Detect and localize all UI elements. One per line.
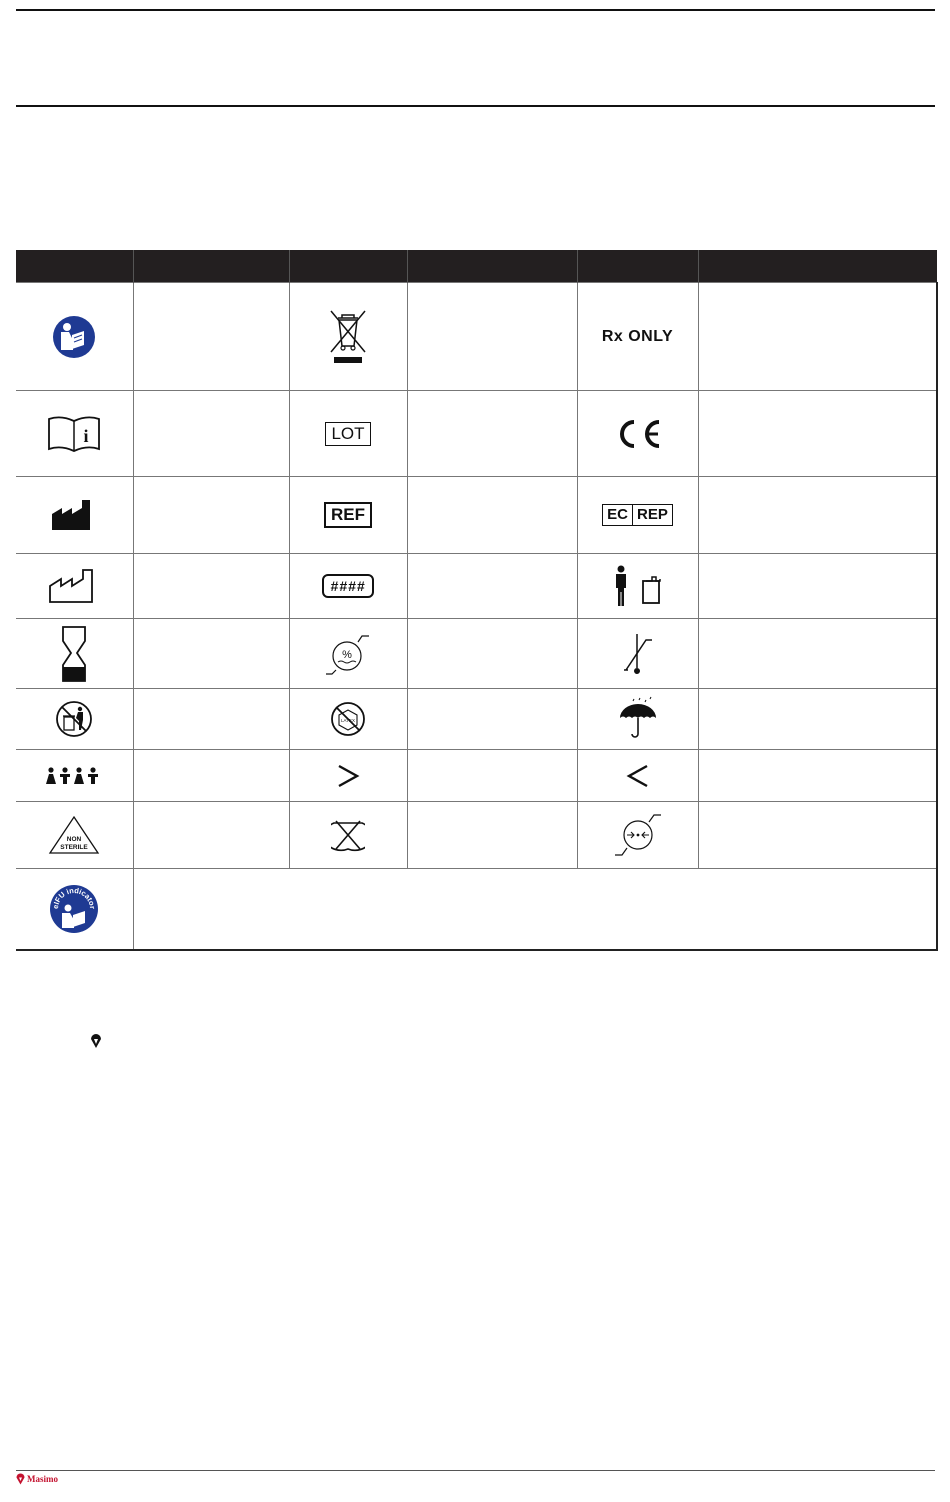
top-rule bbox=[16, 9, 935, 11]
description-cell bbox=[133, 750, 289, 802]
symbol-cell bbox=[16, 750, 133, 802]
symbol-cell bbox=[16, 391, 133, 477]
header-cell bbox=[407, 250, 577, 283]
non-sterile-icon bbox=[48, 815, 100, 855]
description-cell bbox=[407, 802, 577, 869]
description-cell-wide bbox=[133, 869, 937, 950]
header-rule bbox=[16, 105, 935, 107]
table-row bbox=[16, 283, 937, 391]
description-cell bbox=[698, 689, 937, 750]
description-cell bbox=[133, 283, 289, 391]
description-cell bbox=[407, 391, 577, 477]
symbol-cell bbox=[16, 283, 133, 391]
efu-indicator-label: eIFU indicator bbox=[51, 885, 98, 910]
masimo-logo-icon bbox=[16, 1473, 25, 1485]
symbol-cell bbox=[577, 283, 698, 391]
sterile-label: STERILE bbox=[60, 844, 88, 851]
description-cell bbox=[698, 802, 937, 869]
description-cell bbox=[698, 554, 937, 619]
symbol-cell bbox=[577, 689, 698, 750]
ref-symbol: REF bbox=[324, 502, 372, 528]
symbol-cell bbox=[16, 689, 133, 750]
footer-logo bbox=[16, 1473, 58, 1485]
table-header-row bbox=[16, 250, 937, 283]
symbol-cell bbox=[16, 802, 133, 869]
table-row bbox=[16, 689, 937, 750]
symbol-cell bbox=[289, 802, 407, 869]
consult-instructions-icon bbox=[47, 415, 101, 453]
ce-mark-symbol bbox=[613, 417, 663, 451]
not-made-with-latex-icon bbox=[328, 699, 368, 739]
description-cell bbox=[698, 477, 937, 554]
header-cell bbox=[133, 250, 289, 283]
body-weight-icon bbox=[612, 565, 664, 607]
table-row bbox=[16, 869, 937, 950]
patient-population-icon bbox=[45, 767, 103, 785]
table-row bbox=[16, 477, 937, 554]
rx-only-symbol: Rx ONLY bbox=[601, 327, 674, 345]
pressure-limitation-icon bbox=[613, 812, 663, 858]
symbol-cell bbox=[16, 554, 133, 619]
latex-label: LATEX bbox=[341, 718, 355, 723]
symbol-cell bbox=[289, 554, 407, 619]
symbol-cell bbox=[289, 283, 407, 391]
header-cell bbox=[698, 250, 937, 283]
description-cell bbox=[133, 619, 289, 689]
use-by-icon bbox=[61, 625, 87, 683]
header-cell bbox=[577, 250, 698, 283]
footer-logo-text: Masimo bbox=[27, 1474, 58, 1484]
symbol-cell bbox=[16, 619, 133, 689]
description-cell bbox=[698, 750, 937, 802]
footer-rule bbox=[16, 1470, 935, 1471]
description-cell bbox=[407, 283, 577, 391]
follow-instructions-icon bbox=[52, 315, 96, 359]
description-cell bbox=[133, 391, 289, 477]
header-cell bbox=[289, 250, 407, 283]
description-cell bbox=[133, 477, 289, 554]
symbol-cell bbox=[577, 750, 698, 802]
manufacturer-icon bbox=[50, 498, 98, 532]
date-of-manufacture-icon bbox=[48, 568, 100, 604]
table-row bbox=[16, 802, 937, 869]
description-cell bbox=[133, 802, 289, 869]
description-cell bbox=[133, 689, 289, 750]
svg-text:i: i bbox=[83, 425, 89, 446]
humidity-percent-label: % bbox=[342, 648, 352, 661]
keep-dry-icon bbox=[617, 696, 659, 742]
symbol-cell bbox=[577, 619, 698, 689]
symbol-cell bbox=[289, 689, 407, 750]
description-cell bbox=[407, 750, 577, 802]
symbol-cell bbox=[289, 619, 407, 689]
symbol-cell bbox=[289, 391, 407, 477]
do-not-discard-icon bbox=[54, 699, 94, 739]
symbol-cell bbox=[577, 802, 698, 869]
description-cell bbox=[698, 619, 937, 689]
lot-symbol: LOT bbox=[325, 422, 370, 446]
symbols-table bbox=[16, 250, 938, 951]
table-row bbox=[16, 750, 937, 802]
description-cell bbox=[133, 554, 289, 619]
table-row bbox=[16, 391, 937, 477]
description-cell bbox=[407, 619, 577, 689]
weee-disposal-icon bbox=[328, 308, 368, 366]
symbol-cell bbox=[289, 750, 407, 802]
humidity-limitation-icon bbox=[325, 632, 371, 676]
description-cell bbox=[698, 283, 937, 391]
greater-than-symbol bbox=[336, 763, 360, 789]
symbol-cell bbox=[16, 477, 133, 554]
symbol-cell bbox=[289, 477, 407, 554]
non-label: NON bbox=[67, 836, 82, 843]
description-cell bbox=[407, 554, 577, 619]
efu-indicator-icon bbox=[49, 884, 99, 934]
rep-label: REP bbox=[633, 504, 673, 526]
description-cell bbox=[407, 477, 577, 554]
symbol-cell bbox=[16, 869, 133, 950]
ec-label: EC bbox=[602, 504, 633, 526]
temperature-limitation-icon bbox=[620, 630, 656, 678]
symbol-cell bbox=[577, 554, 698, 619]
serial-number-symbol: #### bbox=[322, 574, 373, 598]
description-cell bbox=[698, 391, 937, 477]
less-than-symbol bbox=[626, 763, 650, 789]
symbol-cell bbox=[577, 477, 698, 554]
description-cell bbox=[407, 689, 577, 750]
symbol-cell bbox=[577, 391, 698, 477]
brand-mark bbox=[89, 1033, 103, 1054]
single-use-icon bbox=[331, 818, 365, 852]
table-row bbox=[16, 554, 937, 619]
header-cell bbox=[16, 250, 133, 283]
masimo-mark-icon bbox=[89, 1033, 103, 1049]
ec-rep-symbol bbox=[602, 504, 673, 526]
table-row bbox=[16, 619, 937, 689]
